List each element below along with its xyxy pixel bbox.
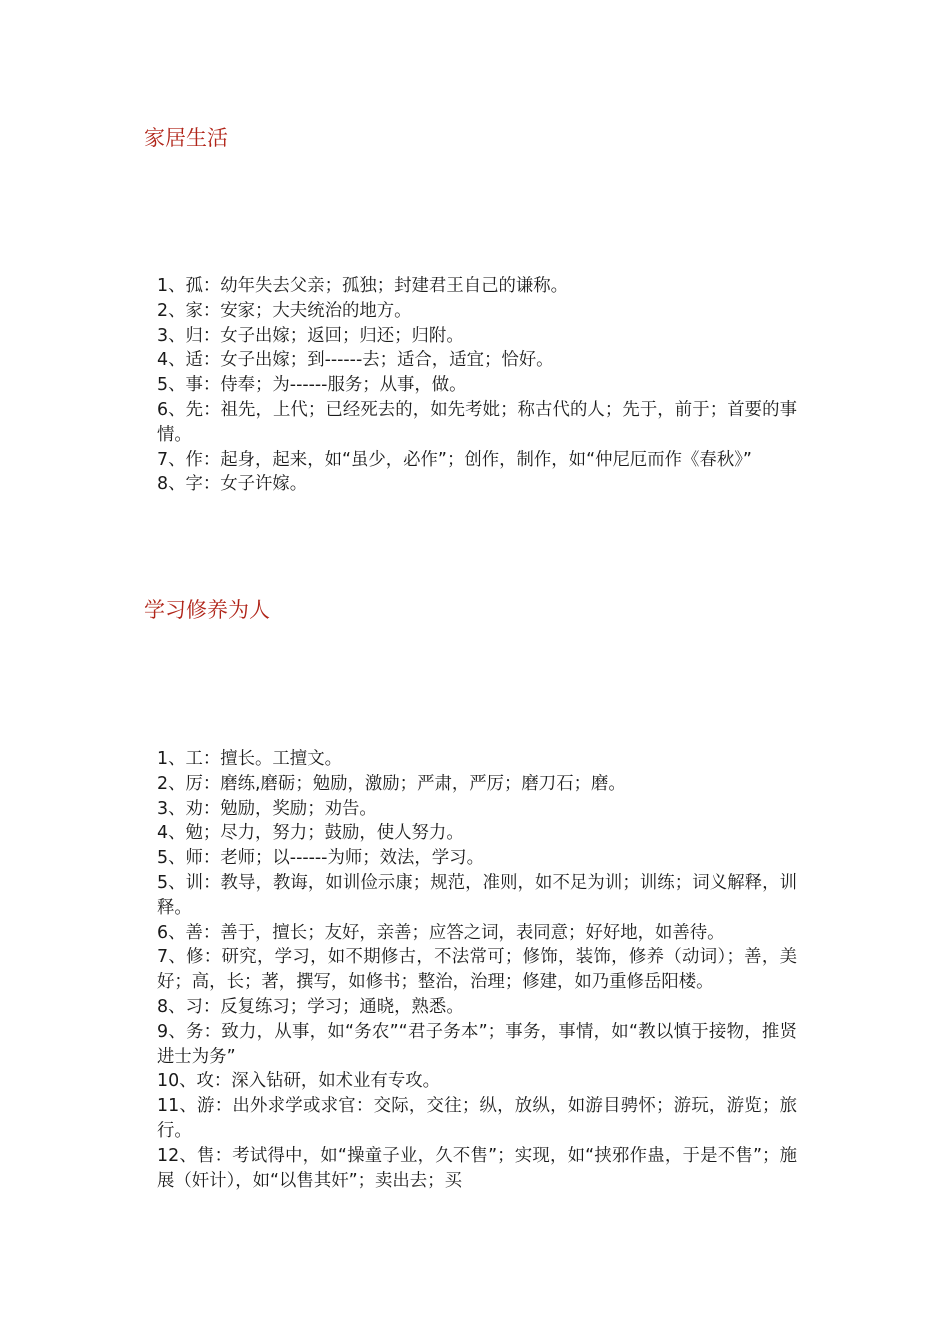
list-item: 4、适：女子出嫁；到------去；适合，适宜；恰好。 [157, 350, 554, 371]
entry-list-study-cultivation [157, 747, 797, 1193]
section-title-study-cultivation: 学习修养为人 [144, 598, 270, 622]
list-item: 7、修：研究，学习，如不期修古，不法常可；修饰，装饰，修养（动词）；善，美好；高，长；著，撰写，如修书；整治，治理；修建，如乃重修岳阳楼。 [157, 947, 797, 993]
list-item: 1、孤：幼年失去父亲；孤独；封建君王自己的谦称。 [157, 276, 569, 296]
list-item: 5、训：教导，教诲，如训俭示康；规范，准则，如不足为训；训练；词义解释，训释。 [157, 872, 797, 918]
list-item: 2、厉：磨练,磨砺；勉励，激励；严肃，严厉；磨刀石；磨。 [157, 773, 626, 794]
list-item: 5、事：侍奉；为------服务；从事，做。 [157, 375, 467, 396]
list-item: 7、作：起身，起来，如“虽少，必作”；创作，制作，如“仲尼厄而作《春秋》” [157, 449, 752, 470]
list-item: 11、游：出外求学或求官：交际，交往；纵，放纵，如游目骋怀；游玩，游览；旅行。 [157, 1096, 797, 1141]
list-item: 2、家：安家；大夫统治的地方。 [157, 300, 412, 321]
list-item: 6、善：善于，擅长；友好，亲善；应答之词，表同意；好好地，如善待。 [157, 922, 725, 943]
list-item: 3、归：女子出嫁；返回；归还；归附。 [157, 325, 464, 346]
list-item: 6、先：祖先，上代；已经死去的，如先考妣；称古代的人；先于，前于；首要的事情。 [157, 399, 797, 445]
list-item: 8、习：反复练习；学习；通晓，熟悉。 [157, 996, 464, 1017]
list-item: 4、勉；尽力，努力；鼓励，使人努力。 [157, 823, 464, 844]
list-item: 12、售：考试得中，如“操童子业，久不售”；实现，如“挟邪作蛊，于是不售”；施展（奸计），如“以售其奸”；卖出去；买 [157, 1145, 797, 1191]
list-item: 9、务：致力，从事，如“务农”“君子务本”；事务，事情，如“教以慎于接物，推贤进士为务” [157, 1021, 797, 1067]
list-item: 3、劝：勉励，奖励；劝告。 [157, 798, 377, 819]
section-title-home-life: 家居生活 [144, 126, 228, 150]
entry-list-home-life [157, 274, 797, 497]
list-item: 8、字：女子许嫁。 [157, 474, 308, 495]
list-item: 1、工：擅长。工擅文。 [157, 749, 342, 769]
list-item: 5、师：老师；以------为师；效法，学习。 [157, 848, 484, 869]
list-item: 10、攻：深入钻研，如术业有专攻。 [157, 1071, 440, 1092]
